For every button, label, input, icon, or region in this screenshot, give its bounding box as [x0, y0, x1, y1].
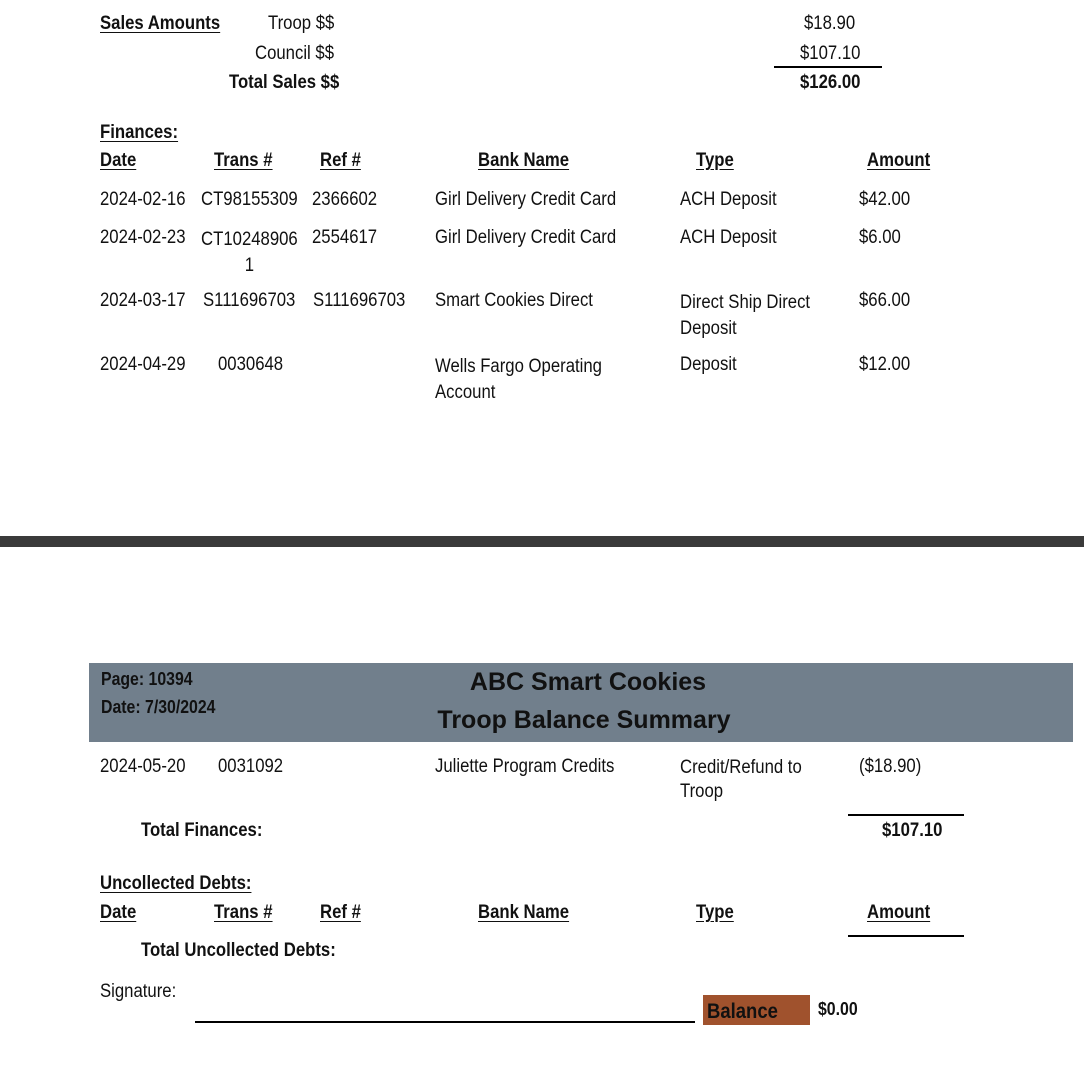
balance-label: Balance [707, 1000, 778, 1023]
finance-row-date: 2024-05-20 [100, 756, 186, 777]
total-sales-value: $126.00 [800, 72, 861, 93]
finance-row-amount: ($18.90) [859, 756, 922, 777]
finance-row-ref: 2366602 [312, 189, 378, 210]
finances-col-amount: Amount [867, 150, 931, 171]
finance-row-type: ACH Deposit [680, 227, 777, 248]
finance-row-bank: Girl Delivery Credit Card [435, 189, 617, 210]
finance-row-type: ACH Deposit [680, 189, 777, 210]
finance-row-bank: Smart Cookies Direct [435, 290, 593, 311]
finance-row-amount: $42.00 [859, 189, 911, 210]
signature-label: Signature: [100, 981, 177, 1002]
total-sales-label: Total Sales $$ [229, 72, 340, 93]
total-debts-label: Total Uncollected Debts: [141, 940, 336, 961]
sales-heading: Sales Amounts [100, 13, 221, 34]
finance-row-date: 2024-02-23 [100, 227, 186, 248]
debts-col-ref: Ref # [320, 902, 361, 923]
troop-sales-label: Troop $$ [268, 13, 335, 34]
finances-heading: Finances: [100, 122, 179, 143]
finance-row-amount: $66.00 [859, 290, 911, 311]
debts-col-amount: Amount [867, 902, 931, 923]
finance-row-ref: 2554617 [312, 227, 378, 248]
debts-col-bank: Bank Name [478, 902, 570, 923]
council-sales-value: $107.10 [800, 43, 861, 64]
finances-col-date: Date [100, 150, 137, 171]
sales-subtotal-rule [774, 66, 882, 68]
debts-col-date: Date [100, 902, 137, 923]
total-finances-value: $107.10 [882, 820, 943, 841]
signature-line [195, 1021, 695, 1023]
debts-heading: Uncollected Debts: [100, 873, 252, 894]
debts-col-type: Type [696, 902, 734, 923]
finance-row-trans: 0031092 [218, 756, 284, 777]
finance-row-bank: Girl Delivery Credit Card [435, 227, 617, 248]
finances-col-ref: Ref # [320, 150, 361, 171]
finance-row-date: 2024-04-29 [100, 354, 186, 375]
finance-row-trans: 0030648 [218, 354, 284, 375]
finance-row-bank: Wells Fargo Operating Account [435, 356, 602, 403]
finance-row-amount: $12.00 [859, 354, 911, 375]
debts-col-trans: Trans # [214, 902, 273, 923]
total-finances-label: Total Finances: [141, 820, 263, 841]
page-number: Page: 10394 [101, 669, 193, 689]
finance-row-date: 2024-03-17 [100, 290, 186, 311]
finance-row-trans: S111696703 [203, 290, 296, 311]
troop-sales-value: $18.90 [804, 13, 856, 34]
finances-col-trans: Trans # [214, 150, 273, 171]
report-date: Date: 7/30/2024 [101, 697, 216, 717]
finance-row-bank: Juliette Program Credits [435, 756, 615, 777]
balance-value: $0.00 [818, 999, 858, 1019]
finance-row-amount: $6.00 [859, 227, 901, 248]
finance-row-type: Deposit [680, 354, 737, 375]
finance-row-date: 2024-02-16 [100, 189, 186, 210]
finance-row-type: Credit/Refund to Troop [680, 757, 802, 802]
finance-row-ref: S111696703 [313, 290, 406, 311]
debts-total-rule [848, 935, 964, 937]
finances-col-type: Type [696, 150, 734, 171]
report-subtitle: Troop Balance Summary [437, 706, 731, 734]
report-title: ABC Smart Cookies [469, 668, 707, 696]
finances-total-rule [848, 814, 964, 816]
page-break-divider [0, 536, 1084, 547]
council-sales-label: Council $$ [255, 43, 335, 64]
finance-row-trans: CT98155309 [201, 189, 298, 210]
finances-col-bank: Bank Name [478, 150, 570, 171]
finance-row-trans: CT10248906 1 [201, 229, 298, 276]
finance-row-type: Direct Ship Direct Deposit [680, 292, 811, 339]
